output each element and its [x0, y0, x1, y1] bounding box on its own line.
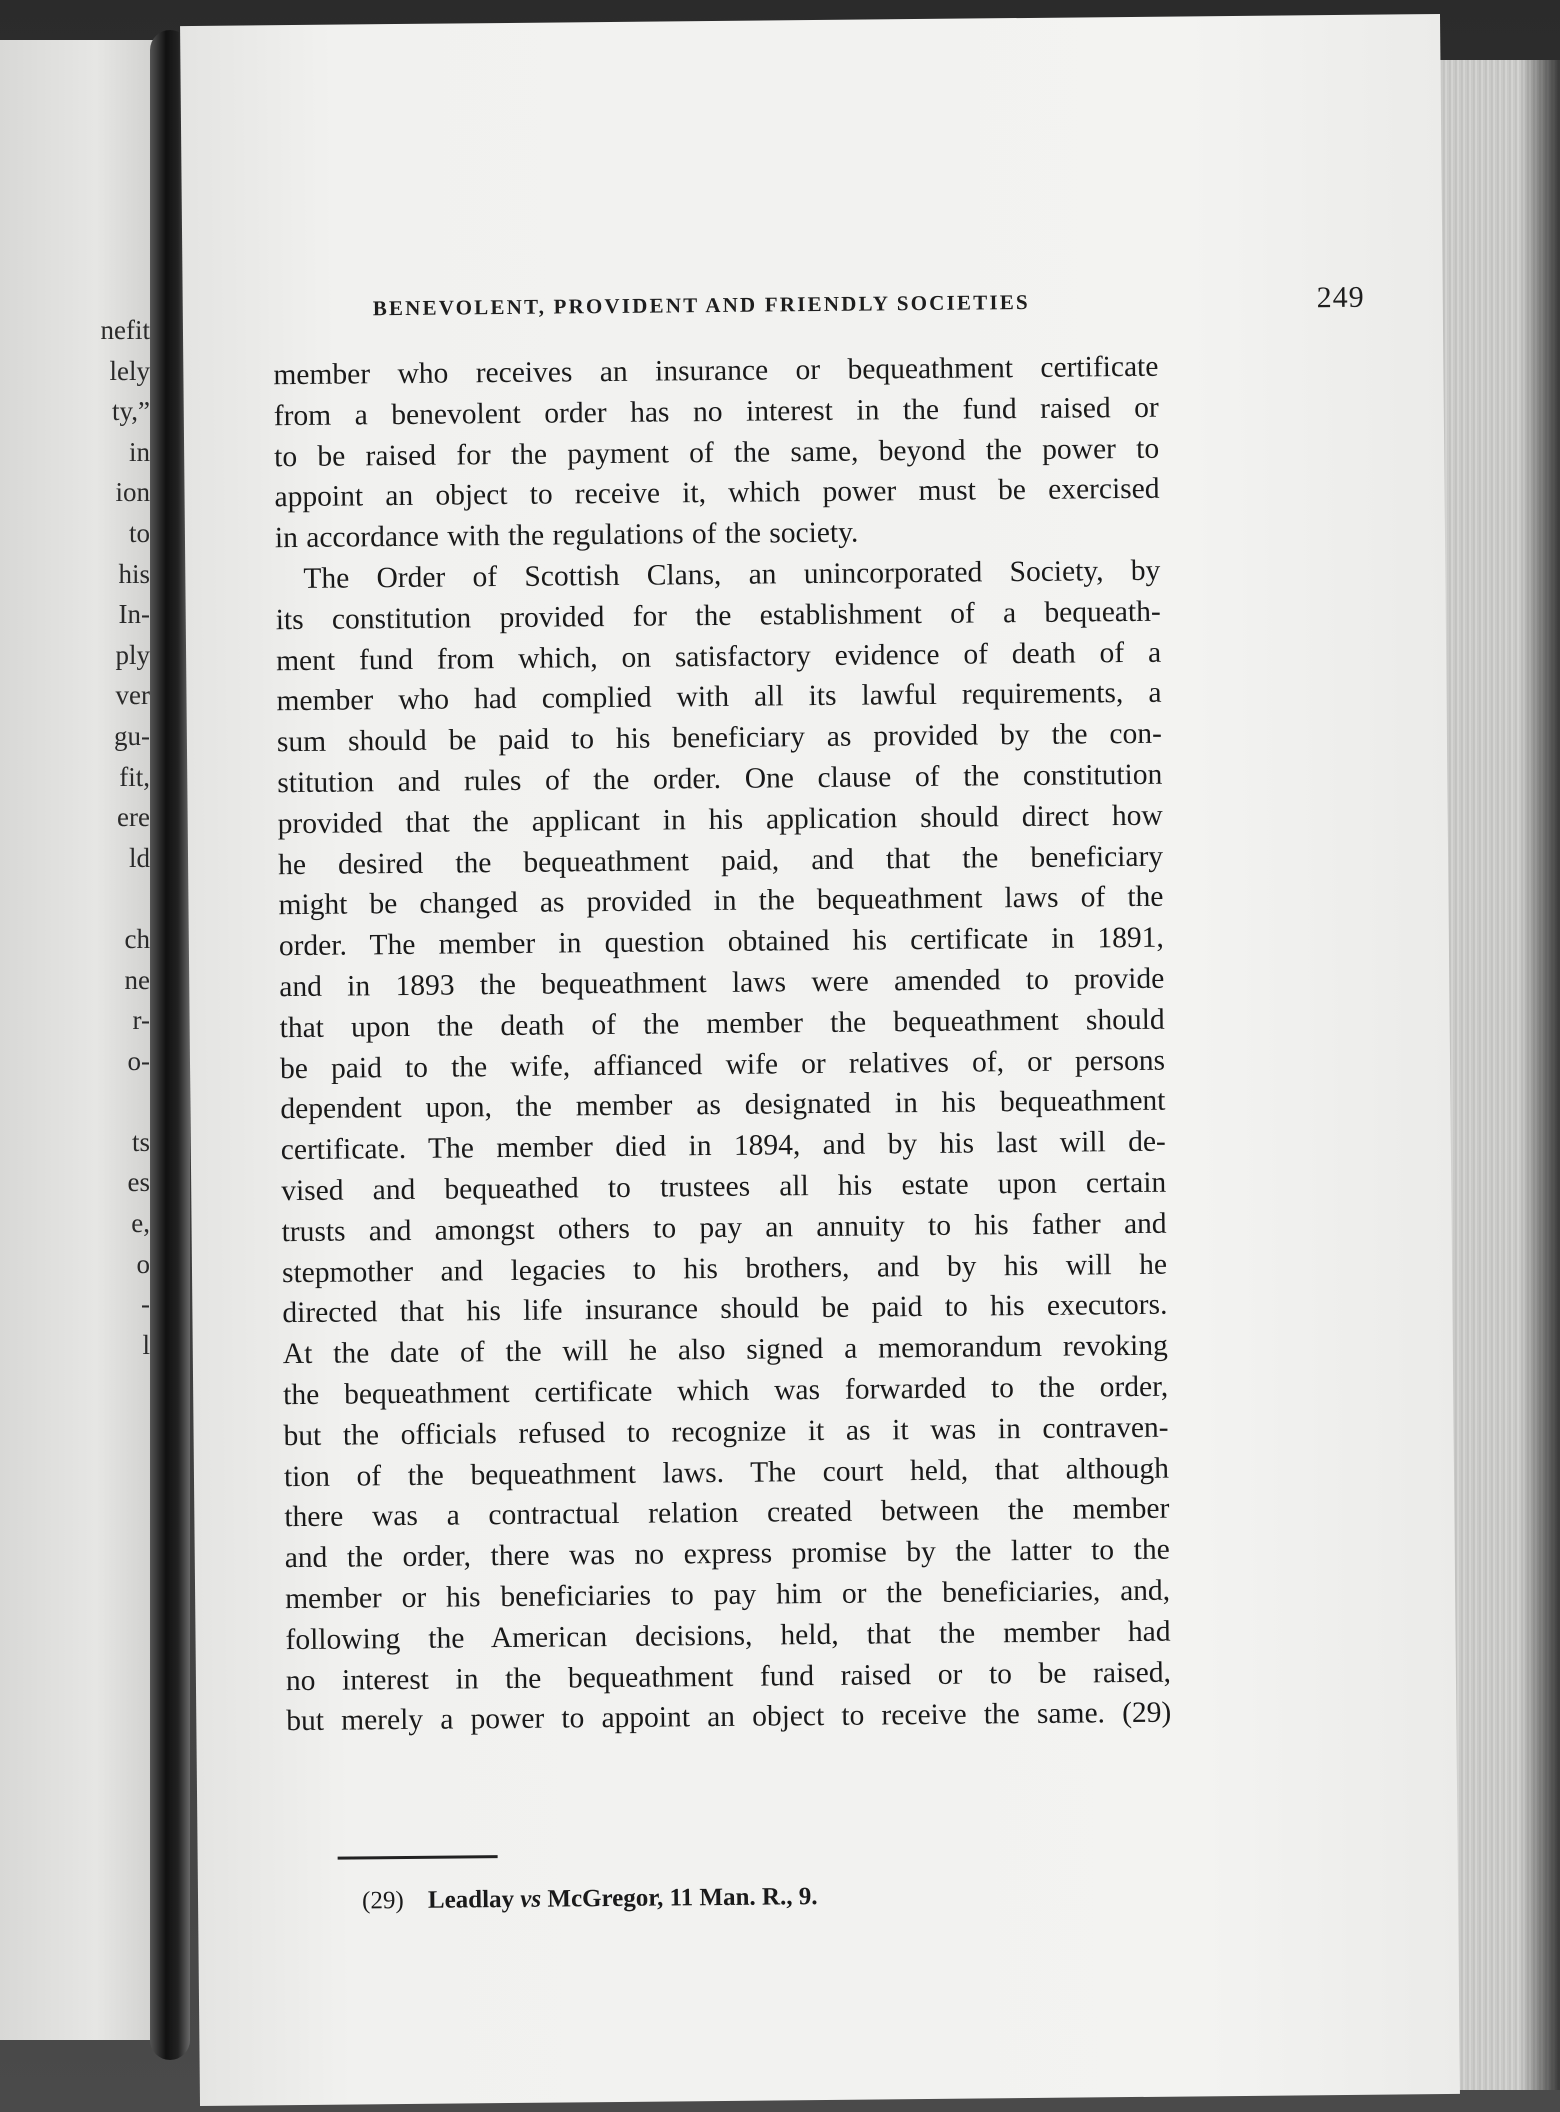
previous-page-fragment: o- [127, 1045, 150, 1076]
text-line: dependent upon, the member as designated in his bequeathment [280, 1085, 1166, 1126]
previous-page-fragment: ch [124, 923, 150, 954]
body-text [273, 347, 1172, 1915]
text-line: in accordance with the regulations of the society. [274, 516, 859, 555]
previous-page-fragment: in [128, 436, 150, 467]
previous-page-fragment: ion [115, 477, 150, 508]
text-line: certificate. The member died in 1894, and by his last will de- [280, 1125, 1166, 1167]
previous-page [0, 40, 160, 2040]
footnote [362, 1877, 818, 1922]
text-line: there was a contractual relation created between the member [284, 1492, 1170, 1534]
text-line: ment fund from which, on satisfactory evidence of death of a [275, 636, 1162, 677]
previous-page-fragment: ver [115, 680, 150, 711]
previous-page-fragment: ld [128, 842, 150, 873]
previous-page-fragment: In- [118, 599, 150, 630]
previous-page-fragment: e, [131, 1208, 150, 1239]
previous-page-fragment: ts [131, 1126, 150, 1157]
text-line: and the order, there was no express promise by the latter to the [284, 1533, 1170, 1575]
text-line: be paid to the wife, affianced wife or relatives of, or persons [279, 1044, 1166, 1085]
previous-page-fragment: to [128, 517, 150, 548]
running-head: BENEVOLENT, PROVIDENT AND FRIENDLY SOCIETIES [372, 289, 1030, 321]
paragraph-2 [275, 551, 1171, 1743]
text-line: stitution and rules of the order. One clause of the constitution [277, 758, 1163, 800]
previous-page-fragment: ere [117, 802, 150, 833]
previous-page-fragment: ty,” [112, 396, 150, 427]
text-line: The Order of Scottish Clans, an unincorporated Society, by [303, 554, 1161, 595]
page-header [372, 280, 1373, 321]
text-line: member who had complied with all its lawful requirements, a [276, 677, 1162, 718]
footnote-case-party-a: Leadlay [427, 1885, 515, 1914]
previous-page-fragment: nefit [100, 315, 150, 345]
previous-page-fragment [101, 878, 150, 919]
text-line: At the date of the will he also signed a memorandum revoking [282, 1329, 1168, 1371]
previous-page-fragment: ne [124, 964, 150, 995]
footnote-rule [338, 1855, 498, 1860]
previous-page-fragment: r- [132, 1005, 150, 1036]
previous-page-fragment: gu- [114, 720, 150, 751]
previous-page-fragment: fit, [119, 761, 150, 792]
text-line: stepmother and legacies to his brothers, and by his will he [281, 1248, 1168, 1289]
footnote-case-party-b: McGregor, 11 Man. R., 9. [547, 1883, 818, 1913]
previous-page-fragment: - [141, 1289, 150, 1320]
page-number: 249 [1316, 280, 1365, 315]
text-line: to be raised for the payment of the same, beyond the power to [274, 432, 1160, 473]
text-line: the bequeathment certificate which was forwarded to the order, [283, 1370, 1169, 1412]
paragraph-1 [273, 347, 1160, 559]
text-line: trusts and amongst others to pay an annuity to his father and [281, 1207, 1167, 1248]
text-line: member or his beneficiaries to pay him or the beneficiaries, and, [284, 1574, 1171, 1616]
text-line: vised and bequeathed to trustees all his estate upon certain [281, 1166, 1167, 1208]
text-line: but the officials refused to recognize it as it was in contraven- [283, 1411, 1169, 1452]
text-line: but merely a power to appoint an object to receive the same. (29) [286, 1696, 1172, 1738]
text-line: that upon the death of the member the bequeathment should [279, 1003, 1165, 1044]
previous-page-fragment [101, 1081, 150, 1122]
previous-page-fragment: his [118, 558, 150, 589]
footnote-versus: vs [520, 1885, 542, 1913]
text-line: appoint an object to receive it, which power must be exercised [274, 473, 1160, 514]
previous-page-text-fragments [101, 310, 150, 1365]
text-line: following the American decisions, held, that the member had [285, 1615, 1171, 1656]
text-line: no interest in the bequeathment fund raised or to be raised, [285, 1656, 1172, 1697]
previous-page-fragment: o [136, 1248, 150, 1279]
text-line: its constitution provided for the establishment of a bequeath- [275, 595, 1161, 636]
footnote-number: (29) [361, 1887, 404, 1915]
text-line: order. The member in question obtained his certificate in 1891, [278, 921, 1164, 963]
text-line: he desired the bequeathment paid, and that the beneficiary [277, 840, 1164, 881]
text-line: and in 1893 the bequeathment laws were amended to provide [279, 962, 1165, 1004]
previous-page-fragment: ply [115, 639, 150, 670]
previous-page-fragment: es [127, 1167, 150, 1198]
previous-page-fragment: lely [109, 355, 150, 386]
text-line: provided that the applicant in his application should direct how [277, 799, 1163, 840]
current-page [180, 14, 1460, 2106]
text-line: might be changed as provided in the bequeathment laws of the [278, 881, 1164, 922]
text-line: tion of the bequeathment laws. The court held, that although [283, 1452, 1170, 1493]
text-line: directed that his life insurance should be paid to his executors. [282, 1289, 1168, 1330]
text-line: member who receives an insurance or bequeathment certificate [273, 350, 1159, 392]
text-line: sum should be paid to his beneficiary as provided by the con- [276, 717, 1163, 759]
text-line: from a benevolent order has no interest in the fund raised or [273, 391, 1159, 433]
previous-page-fragment: l [142, 1329, 150, 1360]
